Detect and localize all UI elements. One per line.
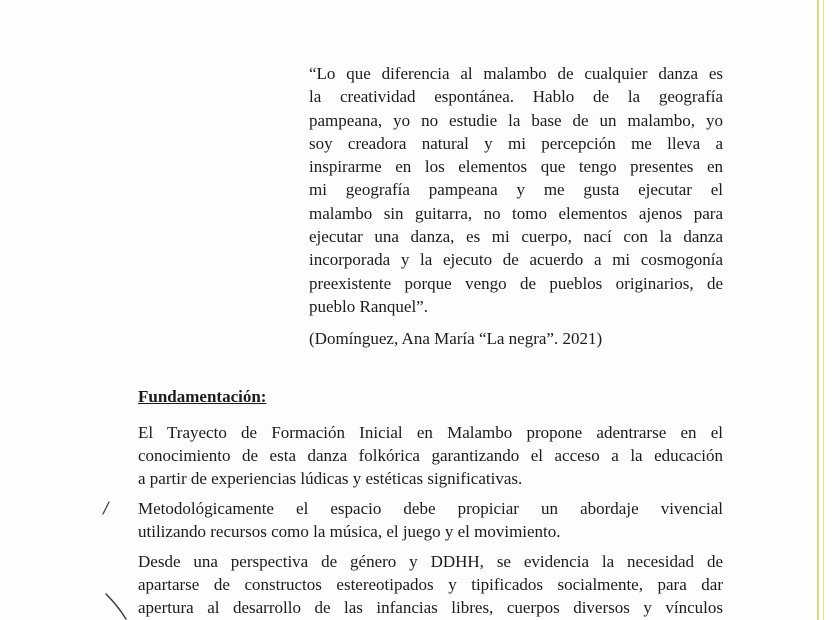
pen-curve-mark [104, 592, 130, 620]
paragraph-line: El Trayecto de Formación Inicial en Malambo propone adentrarse en el [138, 423, 723, 442]
quote-line: incorporada y la ejecuto de acuerdo a mi cosmogonía [309, 250, 723, 270]
quote-line: malambo sin guitarra, no tomo elementos ajenos para [309, 203, 723, 223]
paragraph-line: conocimiento de esta danza folkórica garantizando el acceso a la educación [138, 446, 723, 465]
paragraph-line: a partir de experiencias lúdicas y estéticas significativas. [138, 469, 523, 488]
paragraph [138, 421, 723, 490]
quote-line: inspirarme en los elementos que tengo presentes en [309, 157, 723, 177]
paragraph-line: Desde una perspectiva de género y DDHH, se evidencia la necesidad de [138, 552, 723, 571]
margin-line-secondary [823, 0, 824, 620]
quote-line: pueblo Ranquel”. [309, 296, 428, 316]
quote-line: preexistente porque vengo de pueblos originarios, de [309, 273, 723, 293]
quote-line: mi geografía pampeana y me gusta ejecutar el [309, 180, 723, 200]
quote-line: “Lo que diferencia al malambo de cualquier danza es [309, 64, 723, 83]
paragraph [138, 550, 723, 619]
paragraph-line: Metodológicamente el espacio debe propiciar un abordaje vivencial [138, 499, 723, 518]
margin-line [817, 0, 819, 620]
paragraph-line: apertura al desarrollo de las infancias libres, cuerpos diversos y vínculos [138, 598, 723, 617]
quote-citation: (Domínguez, Ana María “La negra”. 2021) [309, 329, 603, 348]
pen-tick-mark [100, 500, 112, 516]
paragraph [138, 497, 723, 543]
quote-line: soy creadora natural y mi percepción me lleva a [309, 133, 723, 153]
paragraph-line: apartarse de constructos estereotipados y tipificados socialmente, para dar [138, 575, 723, 594]
section-heading: Fundamentación: [138, 387, 267, 406]
block-quote [309, 62, 723, 318]
quote-line: la creatividad espontánea. Hablo de la geografía [309, 87, 723, 107]
paragraph-line: utilizando recursos como la música, el juego y el movimiento. [138, 522, 561, 541]
quote-line: ejecutar una danza, es mi cuerpo, nací con la danza [309, 227, 723, 247]
quote-line: pampeana, yo no estudie la base de un malambo, yo [309, 110, 723, 130]
